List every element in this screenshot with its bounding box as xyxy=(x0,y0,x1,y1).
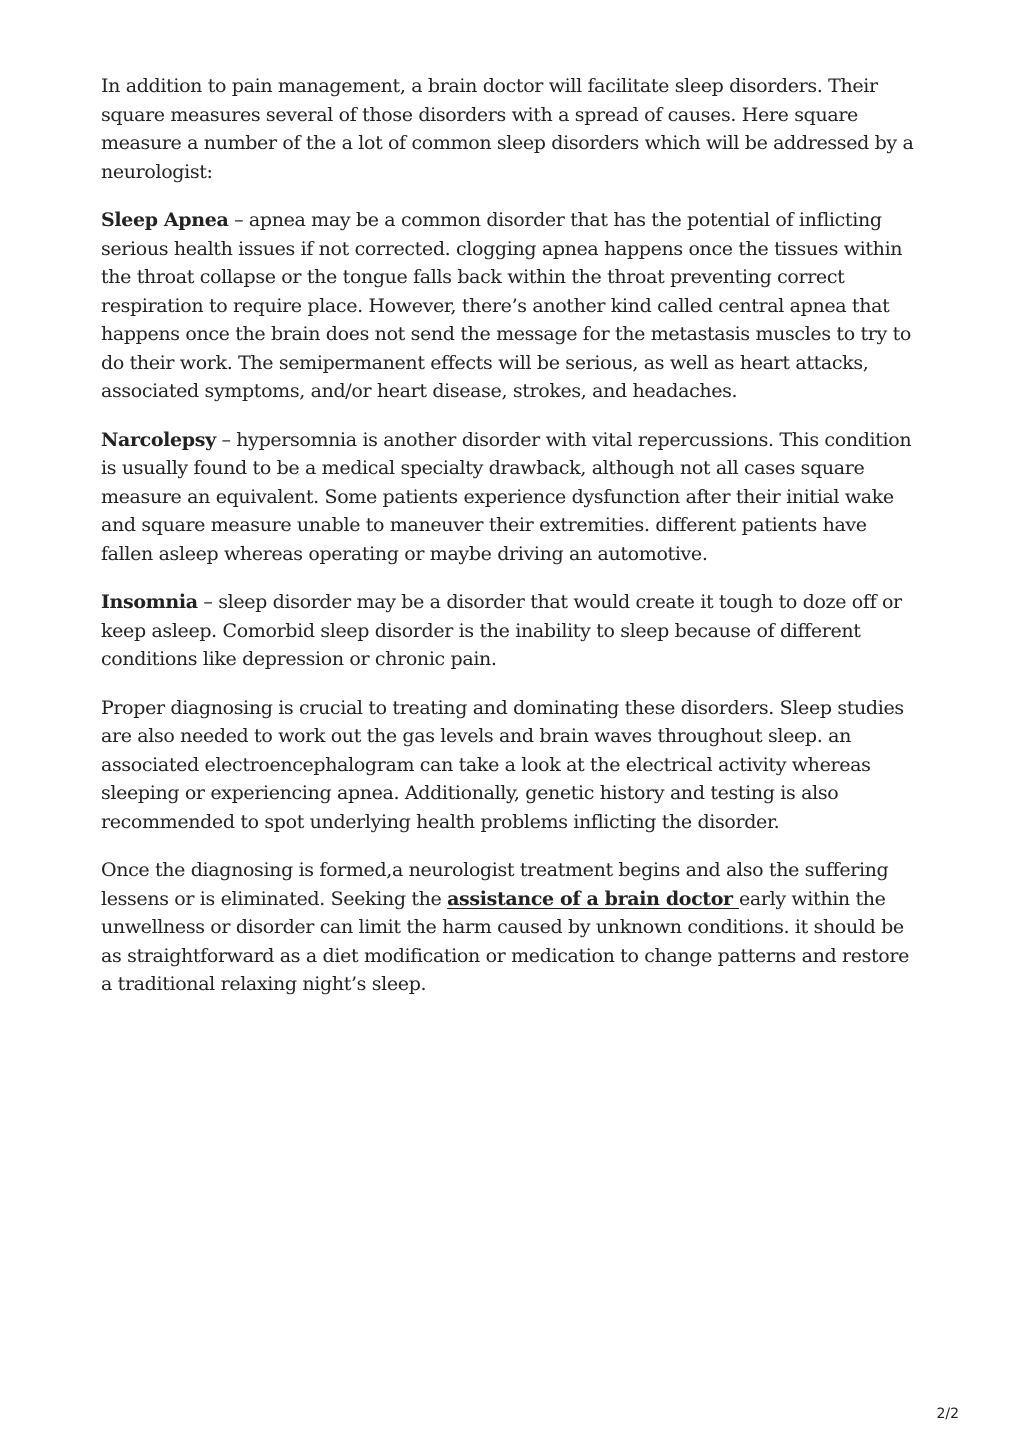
sleep-apnea-text: – apnea may be a common disorder that has the potential of inflicting serious health issues if not corrected. clogging apnea happens once the tissues within the throat collapse or the tongue falls back within the throat preventing correct respiration to require place. However, there’s another kind called central apnea that happens once the brain does not send the message for the metastasis muscles to try to do their work. The semipermanent effects will be serious, as well as heart attacks, associated symptoms, and/or heart disease, strokes, and headaches. xyxy=(101,209,911,402)
insomnia-text: – sleep disorder may be a disorder that would create it tough to doze off or keep asleep. Comorbid sleep disorder is the inability to sleep because of different conditions like depression or chronic pain. xyxy=(101,591,902,670)
diagnosis-paragraph: Proper diagnosing is crucial to treating and dominating these disorders. Sleep studies are also needed to work out the gas levels and brain waves throughout sleep. an associated electroencephalogram can take a look at the electrical activity whereas sleeping or experiencing apnea. Additionally, genetic history and testing is also recommended to spot underlying health problems inflicting the disorder. xyxy=(101,696,904,833)
conclusion-text-before-link: Once the diagnosing is formed,a neurologist treatment begins and also the suffering lessens or is eliminated. Seeking the xyxy=(101,859,889,910)
page-number: 2/2 xyxy=(936,1406,959,1422)
sleep-apnea-paragraph xyxy=(101,206,923,406)
insomnia-paragraph xyxy=(101,588,923,674)
conclusion-paragraph xyxy=(101,856,923,999)
intro-paragraph: In addition to pain management, a brain doctor will facilitate sleep disorders. Their square measures several of those disorders with a spread of causes. Here square measure a number of the a lot of common sleep disorders which will be addressed by a neurologist: xyxy=(101,75,914,183)
brain-doctor-link[interactable]: assistance of a brain doctor xyxy=(447,887,739,910)
conclusion-text-after-link: early within the unwellness or disorder can limit the harm caused by unknown conditions. it should be as straightforward as a diet modification or medication to change patterns and restore a traditional relaxing night’s sleep. xyxy=(101,887,910,995)
narcolepsy-paragraph xyxy=(101,426,923,569)
insomnia-term: Insomnia xyxy=(101,591,198,613)
document-body xyxy=(101,72,923,1019)
narcolepsy-term: Narcolepsy xyxy=(101,428,216,451)
sleep-apnea-term: Sleep Apnea xyxy=(101,209,229,231)
narcolepsy-text: – hypersomnia is another disorder with vital repercussions. This condition is usually found to be a medical specialty drawback, although not all cases square measure an equivalent. Some patients experience dysfunction after their initial wake and square measure unable to maneuver their extremities. different patients have fallen asleep whereas operating or maybe driving an automotive. xyxy=(101,428,912,565)
